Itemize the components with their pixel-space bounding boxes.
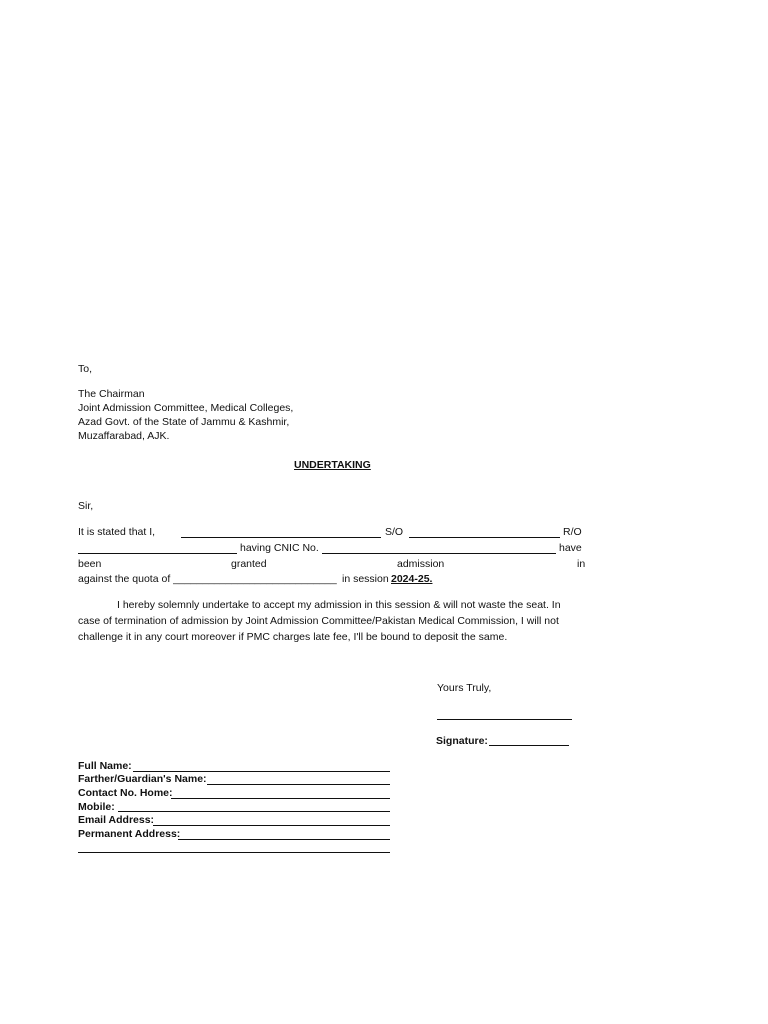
- statement-ro: R/O: [563, 526, 582, 538]
- contact-home-blank[interactable]: [171, 798, 390, 799]
- paragraph-line-1: I hereby solemnly undertake to accept my admission in this session & will not waste the seat. In: [117, 599, 561, 611]
- email-label: Email Address:: [78, 814, 155, 826]
- statement-it-is-stated: It is stated that I,: [78, 526, 156, 538]
- statement-admission: admission: [397, 558, 445, 570]
- signature-blank[interactable]: [489, 745, 569, 746]
- session-year: 2024-25.: [391, 573, 433, 585]
- signature-label: Signature:: [436, 735, 488, 747]
- statement-in: in: [577, 558, 586, 570]
- residence-blank[interactable]: [78, 553, 237, 554]
- mobile-blank[interactable]: [118, 811, 390, 812]
- name-signature-blank[interactable]: [437, 719, 572, 720]
- paragraph-line-3: challenge it in any court moreover if PMC charges late fee, I'll be bound to deposit the same.: [78, 631, 508, 643]
- addressee-line-3: Azad Govt. of the State of Jammu & Kashmir,: [78, 416, 290, 428]
- paragraph-line-2: case of termination of admission by Joint Admission Committee/Pakistan Medical Commission, I will not: [78, 615, 559, 627]
- guardian-name-blank[interactable]: [207, 784, 390, 785]
- permanent-address-blank[interactable]: [178, 839, 390, 840]
- statement-been: been: [78, 558, 102, 570]
- contact-home-label: Contact No. Home:: [78, 787, 173, 799]
- addressee-line-1: The Chairman: [78, 388, 145, 400]
- salutation: Sir,: [78, 500, 94, 512]
- document-title: UNDERTAKING: [294, 459, 371, 471]
- statement-against-quota: against the quota of ____________________________: [78, 573, 337, 585]
- statement-granted: granted: [231, 558, 267, 570]
- statement-have: have: [559, 542, 582, 554]
- permanent-address-blank-2[interactable]: [78, 852, 390, 853]
- mobile-label: Mobile:: [78, 801, 115, 813]
- statement-so: S/O: [385, 526, 404, 538]
- name-blank[interactable]: [181, 537, 381, 538]
- email-blank[interactable]: [153, 825, 390, 826]
- full-name-blank[interactable]: [133, 771, 390, 772]
- full-name-label: Full Name:: [78, 760, 132, 772]
- yours-truly: Yours Truly,: [437, 682, 492, 694]
- addressee-line-4: Muzaffarabad, AJK.: [78, 430, 170, 442]
- father-name-blank[interactable]: [409, 537, 560, 538]
- permanent-address-label: Permanent Address:: [78, 828, 181, 840]
- statement-in-session: in session: [342, 573, 389, 585]
- statement-having-cnic: having CNIC No.: [240, 542, 319, 554]
- guardian-name-label: Farther/Guardian's Name:: [78, 773, 207, 785]
- addressee-line-2: Joint Admission Committee, Medical Colleges,: [78, 402, 294, 414]
- to-label: To,: [78, 363, 93, 375]
- cnic-blank[interactable]: [322, 553, 556, 554]
